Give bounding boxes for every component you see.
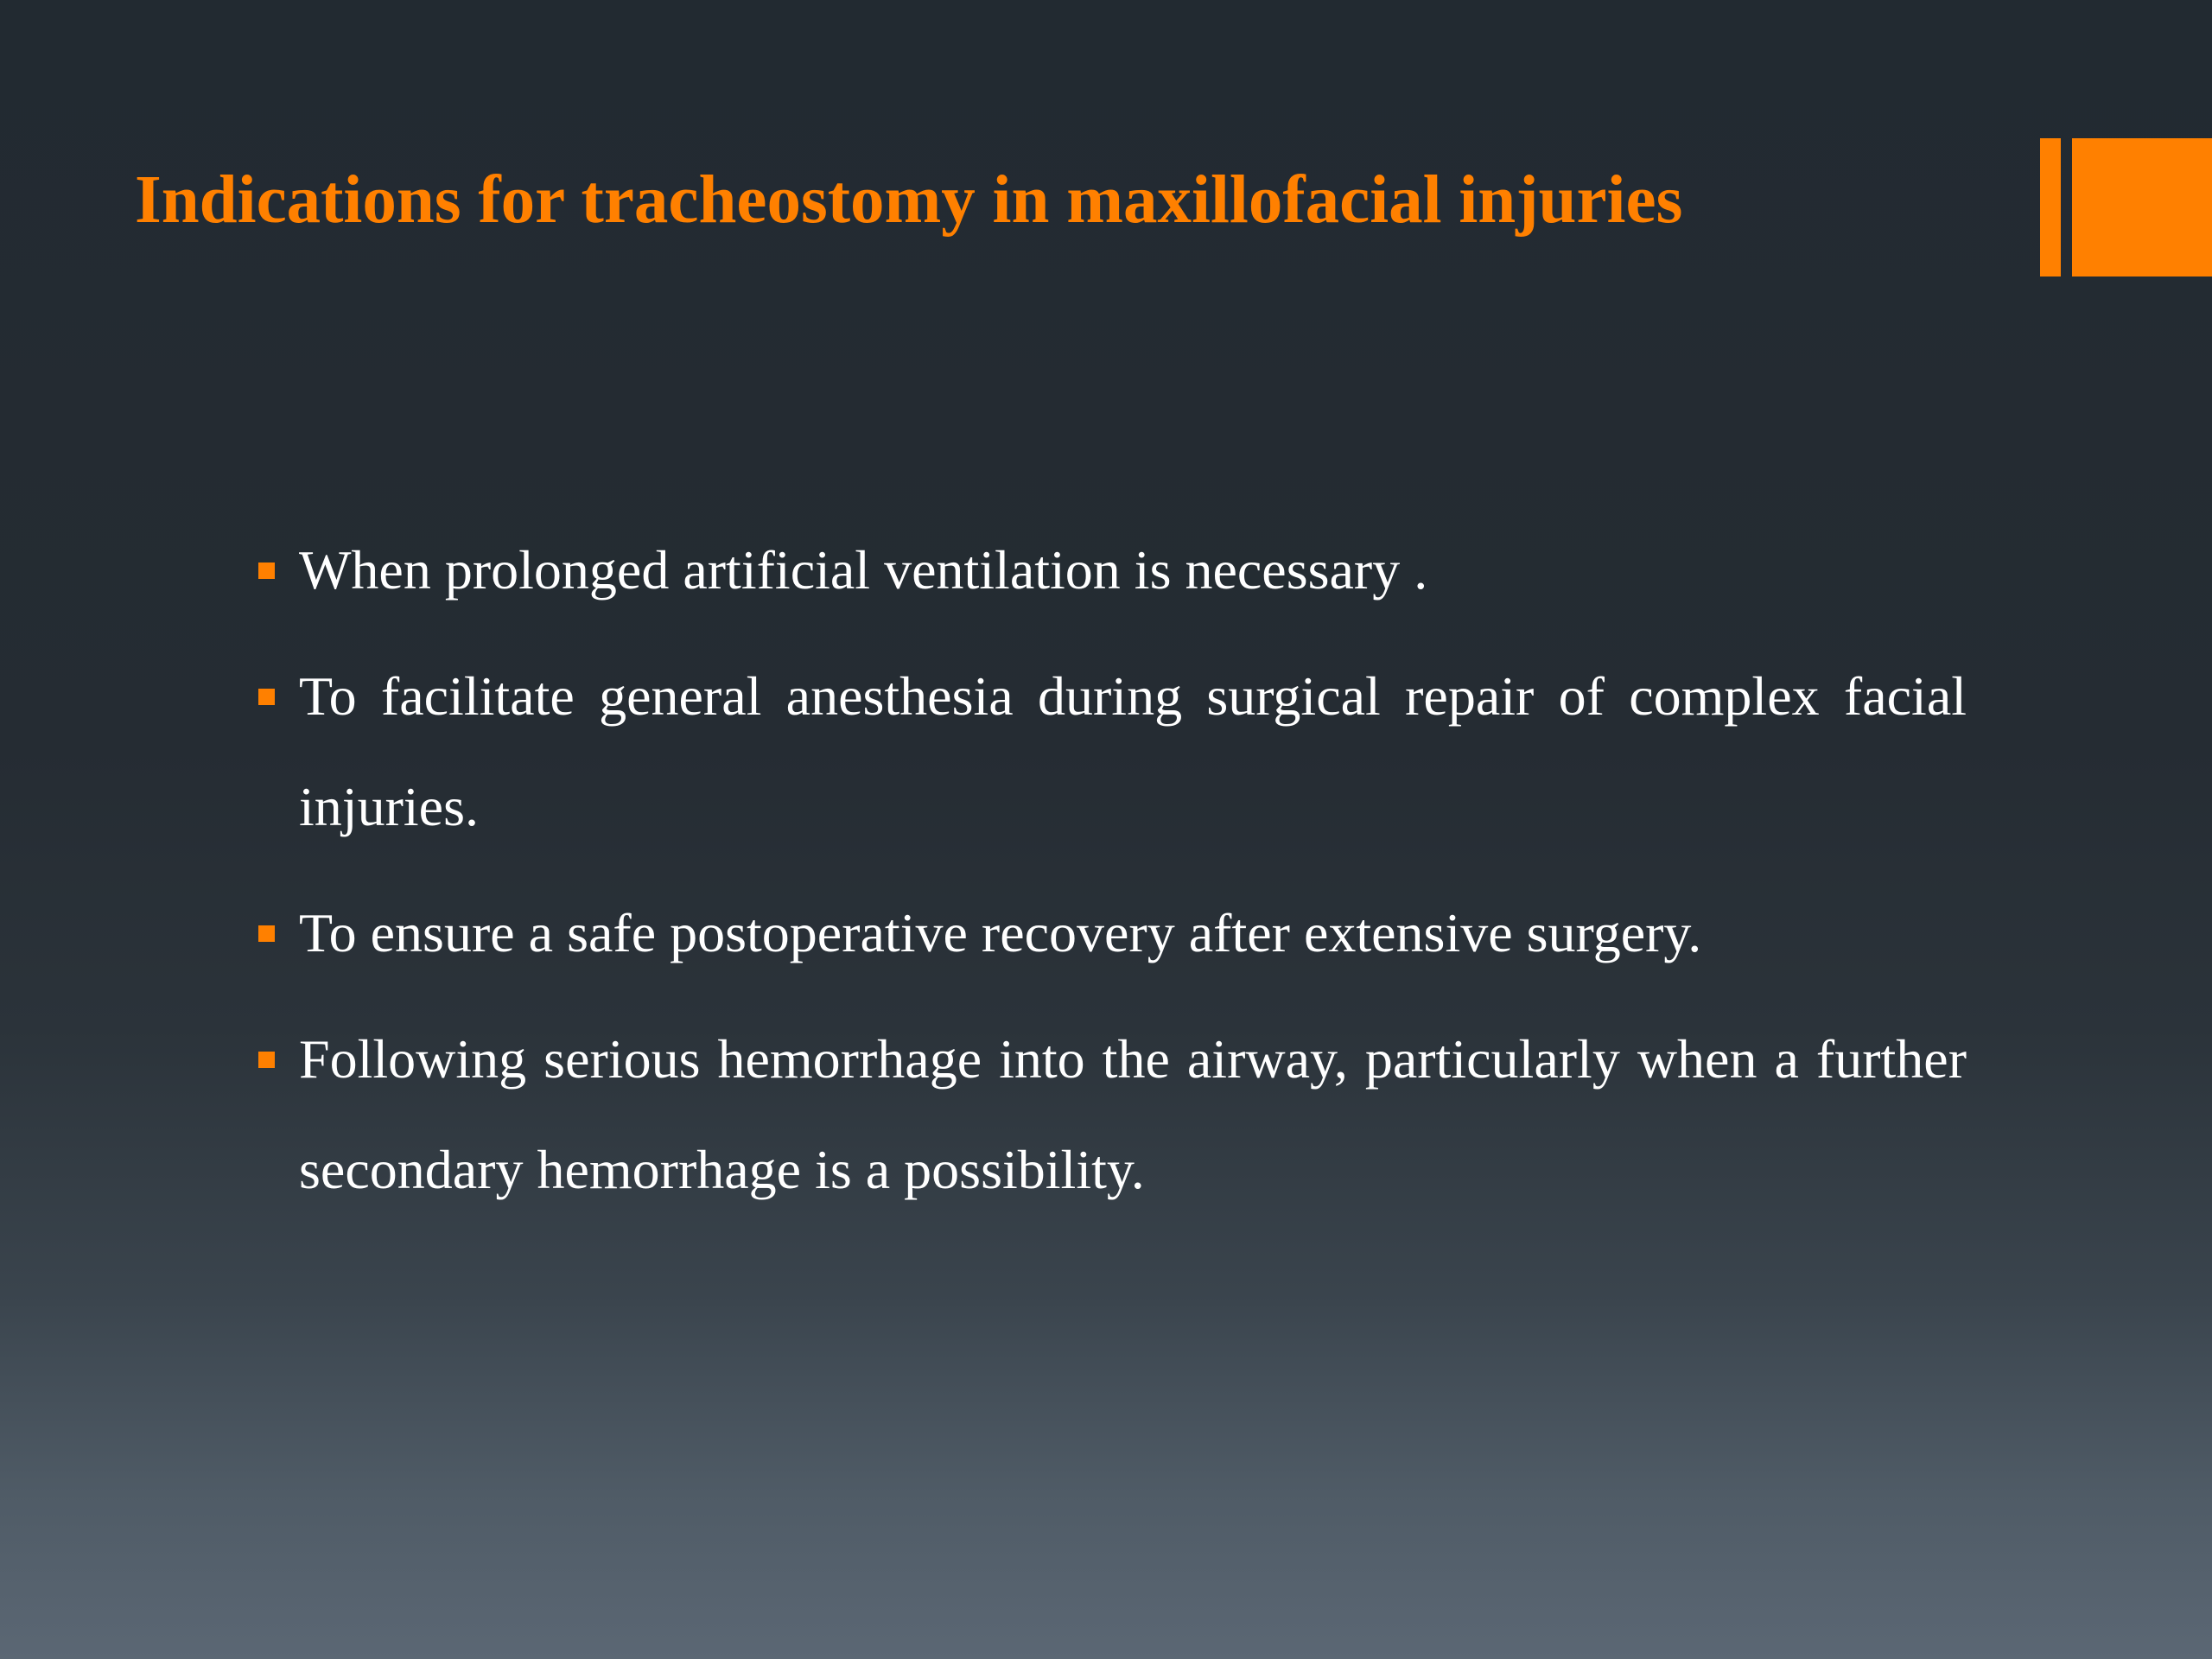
square-bullet-icon xyxy=(258,1052,275,1068)
bullet-item-3 xyxy=(256,878,1967,988)
corner-accent-block xyxy=(2072,138,2212,276)
bullet-list xyxy=(256,515,1967,1241)
square-bullet-icon xyxy=(258,689,275,705)
slide-title: Indications for tracheostomy in maxillofacial injuries xyxy=(135,162,1683,238)
corner-accent-thin-bar xyxy=(2040,138,2061,276)
bullet-text-4: Following serious hemorrhage into the airway, particularly when a further secondary hemorrhage is a possibility. xyxy=(299,1028,1967,1200)
square-bullet-icon xyxy=(258,925,275,942)
bullet-text-3: To ensure a safe postoperative recovery after extensive surgery. xyxy=(299,902,1702,963)
bullet-item-4 xyxy=(256,1004,1967,1225)
bullet-item-1 xyxy=(256,515,1967,626)
bullet-text-1: When prolonged artificial ventilation is necessary . xyxy=(299,539,1428,601)
bullet-item-2 xyxy=(256,641,1967,862)
square-bullet-icon xyxy=(258,563,275,579)
bullet-text-2: To facilitate general anesthesia during surgical repair of complex facial injuries. xyxy=(299,665,1967,837)
